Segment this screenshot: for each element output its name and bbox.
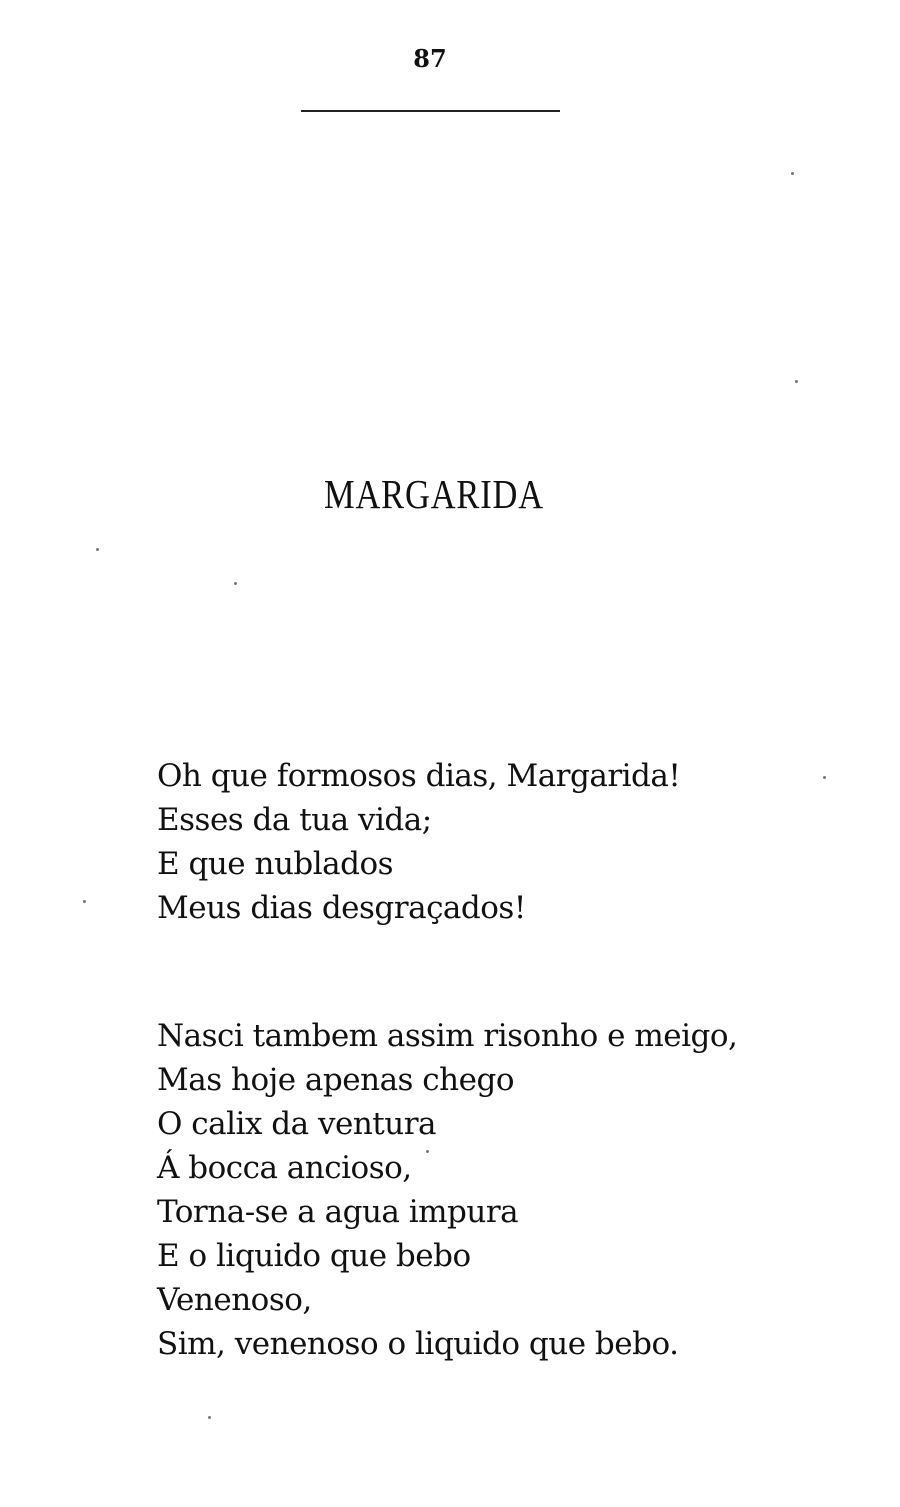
verse-line: Meus dias desgraçados! [157,890,526,926]
print-speck [823,776,826,779]
verse-line: Mas hoje apenas chego [157,1062,514,1098]
verse-line: Venenoso, [157,1282,312,1318]
verse-line: O calix da ventura [157,1106,437,1142]
verse-line: Sim, venenoso o liquido que bebo. [157,1326,679,1362]
verse-line: Oh que formosos dias, Margarida! [157,758,681,794]
page-number: 87 [413,44,447,73]
verse-line: Torna-se a agua impura [157,1194,519,1230]
stanza-1 [157,754,680,930]
print-speck [791,172,794,175]
verse-line: Á bocca ancioso, [157,1150,412,1186]
verse-line: E o liquido que bebo [157,1238,471,1274]
verse-line: Nasci tambem assim risonho e meigo, [157,1018,738,1054]
print-speck [96,548,99,551]
verse-line: Esses da tua vida; [157,802,432,838]
print-speck [426,1150,429,1153]
poem-title: MARGARIDA [324,471,544,517]
header-rule [301,110,560,112]
stanza-2 [157,1014,737,1366]
print-speck [795,380,798,383]
print-speck [208,1416,211,1419]
print-speck [234,582,237,585]
print-speck [83,900,86,903]
verse-line: E que nublados [157,846,394,882]
